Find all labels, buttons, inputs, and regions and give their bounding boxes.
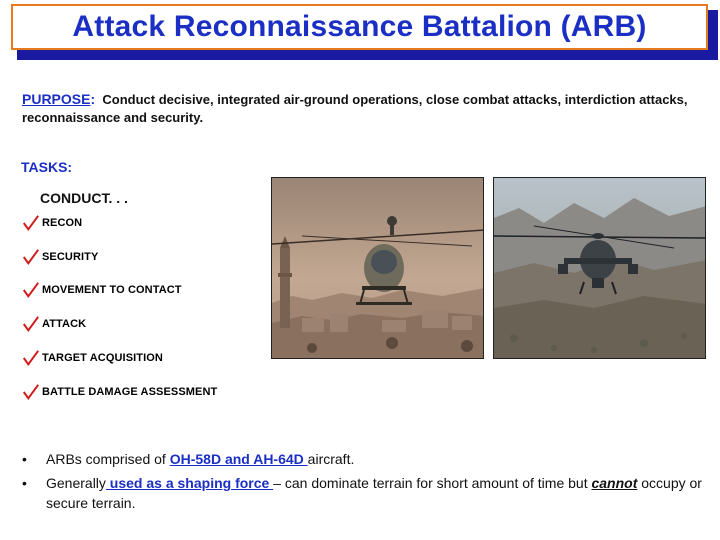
purpose-text: Conduct decisive, integrated air-ground operations, close combat attacks, interdiction attacks, reconnaissance and security.: [22, 92, 688, 125]
purpose-label: PURPOSE: [22, 91, 91, 107]
purpose-paragraph: [22, 90, 702, 127]
task-label: BATTLE DAMAGE ASSESSMENT: [42, 385, 218, 398]
bullet-text-post: occupy or secure terrain.: [46, 475, 702, 511]
bullet-text-post: aircraft.: [307, 451, 355, 467]
bullet-dot: •: [22, 451, 27, 467]
checkmark-icon: [22, 349, 40, 367]
task-label: TARGET ACQUISITION: [42, 352, 163, 365]
bullet-text-pre: Generally: [46, 475, 106, 491]
bullet-text: [46, 473, 712, 513]
page-title: Attack Reconnaissance Battalion (ARB): [72, 10, 647, 43]
helicopter-oh58d-photo-icon: [272, 178, 484, 359]
task-item: [22, 341, 217, 375]
task-item: [22, 206, 217, 240]
task-label: ATTACK: [42, 318, 87, 331]
task-label: RECON: [42, 216, 83, 229]
helicopter-ah64d-photo-icon: [494, 178, 706, 359]
bullet-item: [22, 449, 712, 469]
task-item: [22, 375, 217, 409]
task-list: [22, 206, 217, 409]
checkmark-icon: [22, 281, 40, 299]
aircraft-link: OH-58D and AH-64D: [169, 451, 308, 467]
checkmark-icon: [22, 315, 40, 333]
conduct-lead: CONDUCT. . .: [40, 190, 128, 206]
cannot-emphasis: cannot: [591, 475, 638, 491]
title-box: [11, 4, 708, 50]
task-item: [22, 240, 217, 274]
task-item: [22, 307, 217, 341]
oh58d-photo: [271, 177, 484, 359]
bullet-item: [22, 473, 712, 513]
ah64d-photo: [493, 177, 706, 359]
bullet-dot: •: [22, 475, 27, 491]
bullet-text: [46, 449, 354, 469]
task-label: MOVEMENT TO CONTACT: [42, 284, 182, 297]
task-label: SECURITY: [42, 250, 99, 263]
checkmark-icon: [22, 383, 40, 401]
task-item: [22, 274, 217, 308]
checkmark-icon: [22, 214, 40, 232]
bullet-text-pre: ARBs comprised of: [46, 451, 170, 467]
checkmark-icon: [22, 248, 40, 266]
purpose-colon: :: [90, 91, 96, 107]
tasks-heading: TASKS:: [21, 159, 73, 175]
shaping-force-link: used as a shaping force: [105, 475, 274, 491]
bullet-list: [22, 449, 712, 517]
bullet-text-mid: – can dominate terrain for short amount of time but: [273, 475, 592, 491]
